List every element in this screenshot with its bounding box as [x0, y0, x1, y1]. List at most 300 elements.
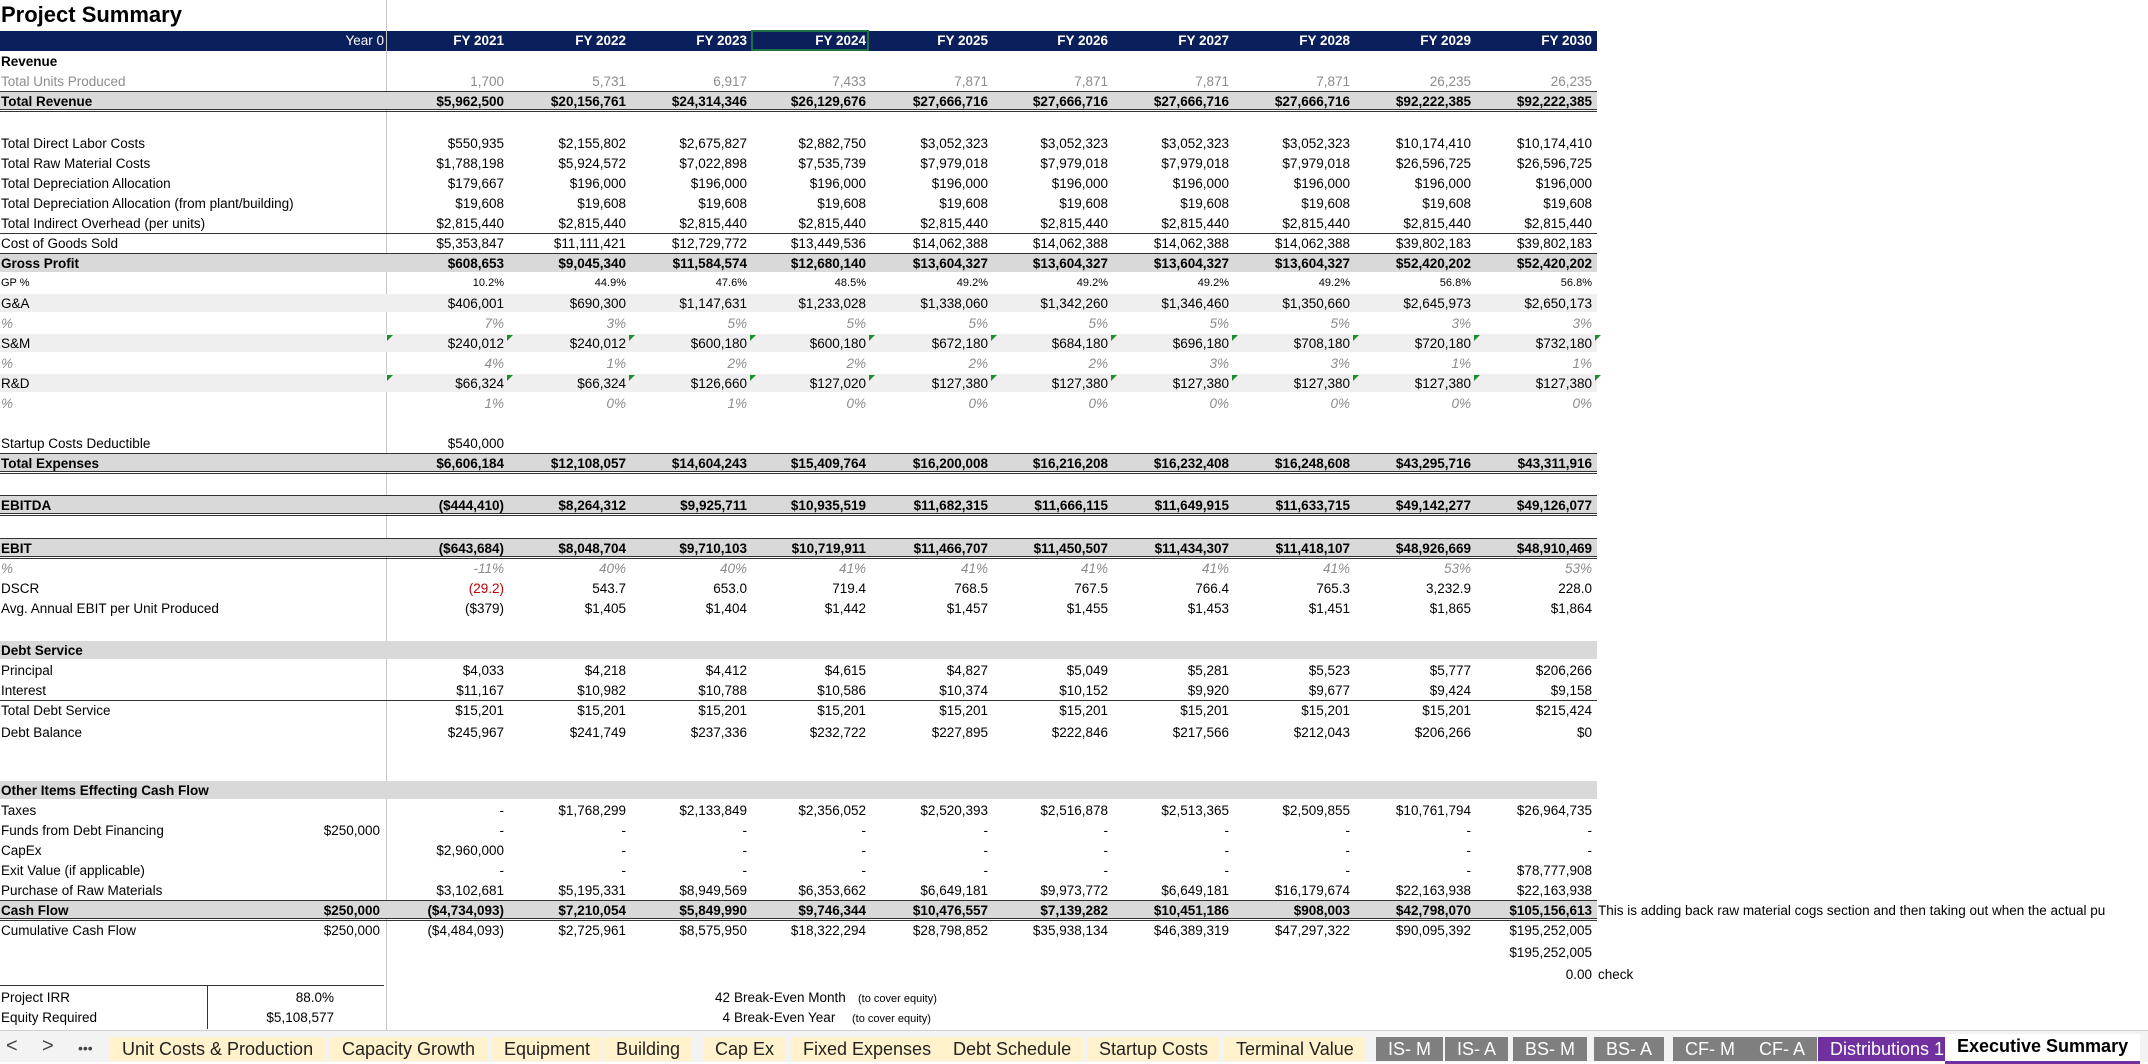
cell-value: $9,158 — [1550, 683, 1592, 698]
comment-indicator — [507, 335, 513, 341]
cell-value: $78,777,908 — [1516, 863, 1592, 878]
next-sheet-icon[interactable]: > — [42, 1035, 54, 1057]
cell-value: $15,201 — [577, 703, 626, 718]
cell-value: $26,596,725 — [1395, 156, 1471, 171]
check-label: check — [1598, 967, 1634, 982]
cell-value: $690,300 — [569, 296, 626, 311]
year0-value: $250,000 — [323, 923, 380, 938]
cell-value: 228.0 — [1558, 581, 1592, 596]
cell-value: $2,815,440 — [798, 216, 866, 231]
cell-value: 40% — [598, 561, 626, 576]
cell-value: 40% — [719, 561, 747, 576]
cell-value: $16,200,008 — [912, 456, 988, 471]
cell-value: 1% — [727, 396, 747, 411]
cell-value: $14,062,388 — [912, 236, 988, 251]
cell-value: ($379) — [464, 601, 504, 616]
cell-value: $11,666,115 — [1034, 498, 1108, 513]
sheet-tab[interactable]: Debt Schedule — [941, 1037, 1083, 1061]
cell-value: 0% — [1209, 396, 1229, 411]
check-value: 0.00 — [1565, 967, 1592, 982]
cell-value: $13,449,536 — [790, 236, 866, 251]
row-label: DSCR — [1, 581, 40, 596]
cell-value: $35,938,134 — [1032, 923, 1108, 938]
cell-value: $1,788,198 — [436, 156, 504, 171]
row-label: Debt Balance — [1, 725, 83, 740]
year-header: FY 2029 — [1420, 33, 1471, 48]
cell-value: $196,000 — [1414, 176, 1471, 191]
cell-value: $12,680,140 — [790, 256, 866, 271]
cell-value: $10,788 — [698, 683, 747, 698]
cell-value: $15,409,764 — [790, 456, 866, 471]
sheet-tab[interactable]: Building — [604, 1037, 692, 1061]
cell-value: 5% — [1209, 316, 1229, 331]
cell-value: $9,677 — [1308, 683, 1350, 698]
cell-value: 2% — [968, 356, 988, 371]
cell-value: - — [621, 823, 626, 838]
sheet-tab[interactable]: BS- A — [1594, 1037, 1664, 1061]
cell-value: 53% — [1564, 561, 1592, 576]
cell-value: $19,608 — [939, 196, 988, 211]
cell-value: $9,746,344 — [798, 903, 866, 918]
cell-value: $195,252,005 — [1509, 923, 1592, 938]
cell-value: $215,424 — [1535, 703, 1592, 718]
row-label: Other Items Effecting Cash Flow — [1, 783, 209, 798]
cell-value: $2,815,440 — [436, 216, 504, 231]
selected-cell[interactable]: FY 2024 — [754, 33, 866, 48]
cell-value: $1,350,660 — [1282, 296, 1350, 311]
cell-value: $27,666,716 — [1153, 94, 1229, 109]
cell-value: $2,815,440 — [679, 216, 747, 231]
cell-value: $3,102,681 — [436, 883, 504, 898]
cell-value: $7,022,898 — [679, 156, 747, 171]
sheet-tab[interactable]: Cap Ex — [703, 1037, 786, 1061]
comment-indicator — [387, 375, 393, 381]
sheet-tab[interactable]: IS- M — [1376, 1037, 1443, 1061]
cell-value: $11,111,421 — [553, 236, 626, 251]
cell-value: $9,925,711 — [680, 498, 747, 513]
cell-value: ($643,684) — [438, 541, 504, 556]
row-label: % — [1, 396, 14, 411]
cell-value: $196,000 — [1535, 176, 1592, 191]
cell-value: $6,649,181 — [1161, 883, 1229, 898]
cell-value: $7,139,282 — [1040, 903, 1108, 918]
row-label: Total Raw Material Costs — [1, 156, 151, 171]
cell-value: 5% — [727, 316, 747, 331]
cell-value: $1,864 — [1550, 601, 1592, 616]
cell-value: $4,827 — [946, 663, 988, 678]
row-label: Purchase of Raw Materials — [1, 883, 163, 898]
cell-value: $105,156,613 — [1509, 903, 1592, 918]
breakeven-year-note: (to cover equity) — [852, 1013, 931, 1025]
cell-value: $11,633,715 — [1275, 498, 1350, 513]
cell-value: $127,380 — [1293, 376, 1350, 391]
cell-value: $16,216,208 — [1032, 456, 1108, 471]
comment-indicator — [869, 375, 875, 381]
cell-value: $7,535,739 — [798, 156, 866, 171]
cell-value: $15,201 — [1059, 703, 1108, 718]
cell-value: $600,180 — [690, 336, 747, 351]
cell-value: - — [499, 863, 504, 878]
cell-value: $11,584,574 — [672, 256, 747, 271]
cell-value: - — [742, 843, 747, 858]
sheet-tab[interactable]: IS- A — [1445, 1037, 1508, 1061]
cell-value: 3% — [1209, 356, 1229, 371]
row-bottom-border — [0, 109, 1597, 112]
cell-value: $19,608 — [1301, 196, 1350, 211]
cell-value: $39,802,183 — [1516, 236, 1592, 251]
cell-value: 1% — [1572, 356, 1592, 371]
cell-value: $19,608 — [455, 196, 504, 211]
row-label: Exit Value (if applicable) — [1, 863, 145, 878]
cell-value: $196,000 — [1293, 176, 1350, 191]
row-top-border — [0, 900, 1597, 901]
year0-value: $250,000 — [323, 903, 380, 918]
cell-value: - — [1345, 823, 1350, 838]
irr-box-divider — [207, 985, 208, 1029]
cell-value: 41% — [1201, 561, 1229, 576]
row-bottom-border — [0, 556, 1597, 559]
cell-value: $11,418,107 — [1275, 541, 1350, 556]
cell-value: (29.2) — [468, 581, 504, 596]
cell-value: $196,000 — [690, 176, 747, 191]
cell-value: 3,232.9 — [1425, 581, 1471, 596]
extra-value: $195,252,005 — [1509, 945, 1592, 960]
cell-value: $4,412 — [705, 663, 747, 678]
cell-value: 26,235 — [1429, 74, 1471, 89]
cell-value: $13,604,327 — [912, 256, 988, 271]
cell-value: $1,451 — [1308, 601, 1350, 616]
sheet-tab[interactable]: Equipment — [492, 1037, 602, 1061]
sheet-tab[interactable]: CF- A — [1747, 1037, 1817, 1061]
cell-value: $8,048,704 — [558, 541, 626, 556]
more-sheets-icon[interactable]: ••• — [78, 1040, 93, 1056]
cell-value: $49,142,277 — [1395, 498, 1471, 513]
cell-value: $20,156,761 — [550, 94, 626, 109]
cell-value: $14,062,388 — [1032, 236, 1108, 251]
row-label: Avg. Annual EBIT per Unit Produced — [1, 601, 219, 616]
row-bottom-border — [0, 918, 1597, 921]
cell-value: $127,380 — [1051, 376, 1108, 391]
cell-value: $2,155,802 — [558, 136, 626, 151]
equity-value: $5,108,577 — [266, 1010, 334, 1025]
cell-value: $232,722 — [809, 725, 866, 740]
cell-value: $5,195,331 — [558, 883, 626, 898]
cell-value: $16,232,408 — [1153, 456, 1229, 471]
cell-value: $2,645,973 — [1403, 296, 1471, 311]
prev-sheet-icon[interactable]: < — [6, 1035, 18, 1057]
cell-value: $3,052,323 — [1040, 136, 1108, 151]
cell-value: $1,768,299 — [558, 803, 626, 818]
cell-value: $2,815,440 — [1282, 216, 1350, 231]
cell-value: $7,979,018 — [1161, 156, 1229, 171]
cell-value: $13,604,327 — [1274, 256, 1350, 271]
cell-value: $206,266 — [1535, 663, 1592, 678]
cell-value: 3% — [1330, 356, 1350, 371]
cell-value: $600,180 — [809, 336, 866, 351]
cell-value: ($4,484,093) — [427, 923, 504, 938]
cell-value: $7,210,054 — [558, 903, 626, 918]
cell-value: 41% — [1080, 561, 1108, 576]
cell-value: - — [1224, 863, 1229, 878]
cell-value: $684,180 — [1051, 336, 1108, 351]
cell-value: $196,000 — [1051, 176, 1108, 191]
cell-value: $19,608 — [1422, 196, 1471, 211]
cell-value: 53% — [1443, 561, 1471, 576]
cell-value: $15,201 — [817, 703, 866, 718]
cell-value: $2,513,365 — [1161, 803, 1229, 818]
row-top-border — [0, 700, 1597, 701]
row-label: EBIT — [1, 541, 32, 556]
cell-value: $127,020 — [809, 376, 866, 391]
year-header: FY 2022 — [575, 33, 626, 48]
cell-value: $8,264,312 — [558, 498, 626, 513]
cell-value: 49.2% — [956, 277, 988, 289]
cell-value: $90,095,392 — [1395, 923, 1471, 938]
cell-value: 5% — [1330, 316, 1350, 331]
cell-value: $5,962,500 — [436, 94, 504, 109]
cell-value: 56.8% — [1439, 277, 1471, 289]
cell-value: $196,000 — [809, 176, 866, 191]
cell-value: 3% — [606, 316, 626, 331]
cell-value: - — [1587, 843, 1592, 858]
row-label: Cash Flow — [1, 903, 69, 918]
cell-value: $237,336 — [690, 725, 747, 740]
cell-value: 1% — [484, 396, 504, 411]
cell-value: $127,380 — [931, 376, 988, 391]
cell-value: 1% — [1451, 356, 1471, 371]
cell-value: $10,451,186 — [1153, 903, 1229, 918]
irr-label: Project IRR — [1, 990, 71, 1005]
cell-value: $9,920 — [1187, 683, 1229, 698]
cell-value: $5,924,572 — [558, 156, 626, 171]
cell-value: $27,666,716 — [1274, 94, 1350, 109]
cell-value: $4,033 — [462, 663, 504, 678]
cell-value: $14,062,388 — [1153, 236, 1229, 251]
cell-value: $92,222,385 — [1516, 94, 1592, 109]
cell-value: - — [1103, 843, 1108, 858]
cell-value: $19,608 — [698, 196, 747, 211]
cell-value: $5,523 — [1308, 663, 1350, 678]
row-top-border — [0, 538, 1597, 539]
row-top-border — [0, 233, 1597, 234]
cell-value: - — [1587, 823, 1592, 838]
cell-value: 1,700 — [470, 74, 504, 89]
cell-value: $14,062,388 — [1274, 236, 1350, 251]
row-label: % — [1, 356, 14, 371]
cell-value: $1,233,028 — [798, 296, 866, 311]
cell-value: $66,324 — [577, 376, 626, 391]
cell-value: 766.4 — [1195, 581, 1229, 596]
year-header: FY 2021 — [453, 33, 504, 48]
cell-value: $217,566 — [1172, 725, 1229, 740]
sheet-tab[interactable]: CF- M — [1673, 1037, 1747, 1061]
cell-value: 0% — [606, 396, 626, 411]
cell-value: $11,434,307 — [1154, 541, 1229, 556]
cell-value: $27,666,716 — [1032, 94, 1108, 109]
cell-value: $2,815,440 — [1403, 216, 1471, 231]
cell-value: 0% — [846, 396, 866, 411]
cell-value: - — [621, 843, 626, 858]
row-label: Total Indirect Overhead (per units) — [1, 216, 206, 231]
row-label: Startup Costs Deductible — [1, 436, 151, 451]
cell-value: 5% — [846, 316, 866, 331]
cell-value: 6,917 — [713, 74, 747, 89]
cell-value: $9,973,772 — [1040, 883, 1108, 898]
cell-value: $196,000 — [569, 176, 626, 191]
cell-value: - — [1466, 863, 1471, 878]
cell-value: $66,324 — [455, 376, 504, 391]
cell-value: 719.4 — [832, 581, 866, 596]
cell-value: 653.0 — [713, 581, 747, 596]
cell-value: $19,608 — [577, 196, 626, 211]
cell-value: $212,043 — [1293, 725, 1350, 740]
row-label: % — [1, 561, 14, 576]
year-header: FY 2026 — [1057, 33, 1108, 48]
row-label: % — [1, 316, 14, 331]
row-top-border — [0, 453, 1597, 454]
cell-value: $92,222,385 — [1395, 94, 1471, 109]
cell-value: $10,719,911 — [791, 541, 866, 556]
cell-value: $3,052,323 — [920, 136, 988, 151]
cell-value: $28,798,852 — [912, 923, 988, 938]
sheet-tab[interactable]: Capacity Growth — [330, 1037, 487, 1061]
cell-value: $127,380 — [1414, 376, 1471, 391]
year-header: FY 2028 — [1299, 33, 1350, 48]
cell-value: 44.9% — [594, 277, 626, 289]
cell-value: $5,353,847 — [436, 236, 504, 251]
row-label: Total Depreciation Allocation — [1, 176, 171, 191]
cell-value: $13,604,327 — [1153, 256, 1229, 271]
cell-value: 10.2% — [472, 277, 504, 289]
row-label: Total Debt Service — [1, 703, 111, 718]
cell-value: $11,649,915 — [1154, 498, 1229, 513]
cell-value: 49.2% — [1197, 277, 1229, 289]
cell-value: - — [983, 863, 988, 878]
cell-value: $10,374 — [939, 683, 988, 698]
cell-value: $4,615 — [824, 663, 866, 678]
cell-value: $3,052,323 — [1282, 136, 1350, 151]
cell-value: $222,846 — [1051, 725, 1108, 740]
cell-value: $18,322,294 — [790, 923, 866, 938]
cell-value: - — [499, 823, 504, 838]
cell-value: - — [1466, 843, 1471, 858]
cell-value: 47.6% — [715, 277, 747, 289]
cell-value: $127,380 — [1535, 376, 1592, 391]
cell-value: 0% — [968, 396, 988, 411]
cell-value: $27,666,716 — [912, 94, 988, 109]
cell-value: -11% — [473, 561, 504, 576]
cell-value: - — [742, 823, 747, 838]
cell-value: $672,180 — [931, 336, 988, 351]
cell-value: $16,179,674 — [1274, 883, 1350, 898]
cell-value: $48,910,469 — [1516, 541, 1592, 556]
sheet-tab[interactable]: Distributions 1 — [1818, 1037, 1956, 1061]
year-header: FY 2030 — [1541, 33, 1592, 48]
comment-indicator — [387, 335, 393, 341]
cell-value: $720,180 — [1414, 336, 1471, 351]
cell-value: $245,967 — [447, 725, 504, 740]
row-label: Interest — [1, 683, 47, 698]
cell-value: 5,731 — [592, 74, 626, 89]
cell-value: - — [1103, 863, 1108, 878]
cell-value: 0% — [1451, 396, 1471, 411]
cell-value: $10,174,410 — [1516, 136, 1592, 151]
cell-value: 767.5 — [1074, 581, 1108, 596]
cell-value: $6,606,184 — [436, 456, 504, 471]
cell-value: $2,815,440 — [1040, 216, 1108, 231]
cell-value: $406,001 — [447, 296, 504, 311]
cell-value: $8,949,569 — [679, 883, 747, 898]
cell-value: 7,433 — [832, 74, 866, 89]
cell-value: - — [861, 823, 866, 838]
breakeven-month-value: 42 — [714, 990, 730, 1005]
cell-value: $1,404 — [705, 601, 747, 616]
cell-value: $5,777 — [1429, 663, 1471, 678]
cell-value: $6,649,181 — [920, 883, 988, 898]
cell-value: $127,380 — [1172, 376, 1229, 391]
cell-value: $5,849,990 — [679, 903, 747, 918]
cell-value: 1% — [606, 356, 626, 371]
cell-value: $7,979,018 — [1282, 156, 1350, 171]
cell-value: $708,180 — [1293, 336, 1350, 351]
cell-value: 4% — [484, 356, 504, 371]
cell-value: - — [1466, 823, 1471, 838]
cell-value: $9,710,103 — [679, 541, 747, 556]
cell-value: 768.5 — [954, 581, 988, 596]
row-label: Funds from Debt Financing — [1, 823, 164, 838]
sheet-tab[interactable]: Unit Costs & Production — [110, 1037, 325, 1061]
sheet-tab[interactable]: Terminal Value — [1224, 1037, 1366, 1061]
cell-value: 41% — [838, 561, 866, 576]
cell-value: $240,012 — [569, 336, 626, 351]
breakeven-year-value: 4 — [722, 1010, 730, 1025]
sheet-tab[interactable]: BS- M — [1513, 1037, 1587, 1061]
cell-value: $196,000 — [931, 176, 988, 191]
cell-value: 0% — [1330, 396, 1350, 411]
row-label: GP % — [1, 277, 30, 289]
equity-label: Equity Required — [1, 1010, 98, 1025]
cell-value: $10,982 — [577, 683, 626, 698]
cell-value: $12,729,772 — [671, 236, 747, 251]
cell-value: $179,667 — [447, 176, 504, 191]
sheet-tab[interactable]: Fixed Expenses — [791, 1037, 943, 1061]
cell-value: 5% — [1088, 316, 1108, 331]
cell-value: $26,129,676 — [790, 94, 866, 109]
cell-value: $196,000 — [1172, 176, 1229, 191]
cell-value: $2,520,393 — [920, 803, 988, 818]
cell-value: $4,218 — [584, 663, 626, 678]
cell-value: $206,266 — [1414, 725, 1471, 740]
cell-value: $696,180 — [1172, 336, 1229, 351]
cell-value: $1,342,260 — [1040, 296, 1108, 311]
cell-value: - — [983, 843, 988, 858]
cell-value: $5,281 — [1187, 663, 1229, 678]
row-label: Gross Profit — [1, 256, 80, 271]
cell-value: 3% — [1451, 316, 1471, 331]
cell-value: $6,353,662 — [798, 883, 866, 898]
cash-flow-note: This is adding back raw material cogs section and then taking out when the actual pu — [1598, 903, 2106, 918]
cell-value: $49,126,077 — [1516, 498, 1592, 513]
tab-active-sheet[interactable]: Executive Summary — [1945, 1034, 2140, 1064]
cell-value: $10,174,410 — [1395, 136, 1471, 151]
row-label: Taxes — [1, 803, 37, 818]
sheet-tab[interactable]: Startup Costs — [1087, 1037, 1220, 1061]
cell-value: $19,608 — [1059, 196, 1108, 211]
cell-value: 7,871 — [1195, 74, 1229, 89]
row-bottom-border — [0, 471, 1597, 474]
row-label: R&D — [1, 376, 30, 391]
cell-value: $9,424 — [1429, 683, 1471, 698]
